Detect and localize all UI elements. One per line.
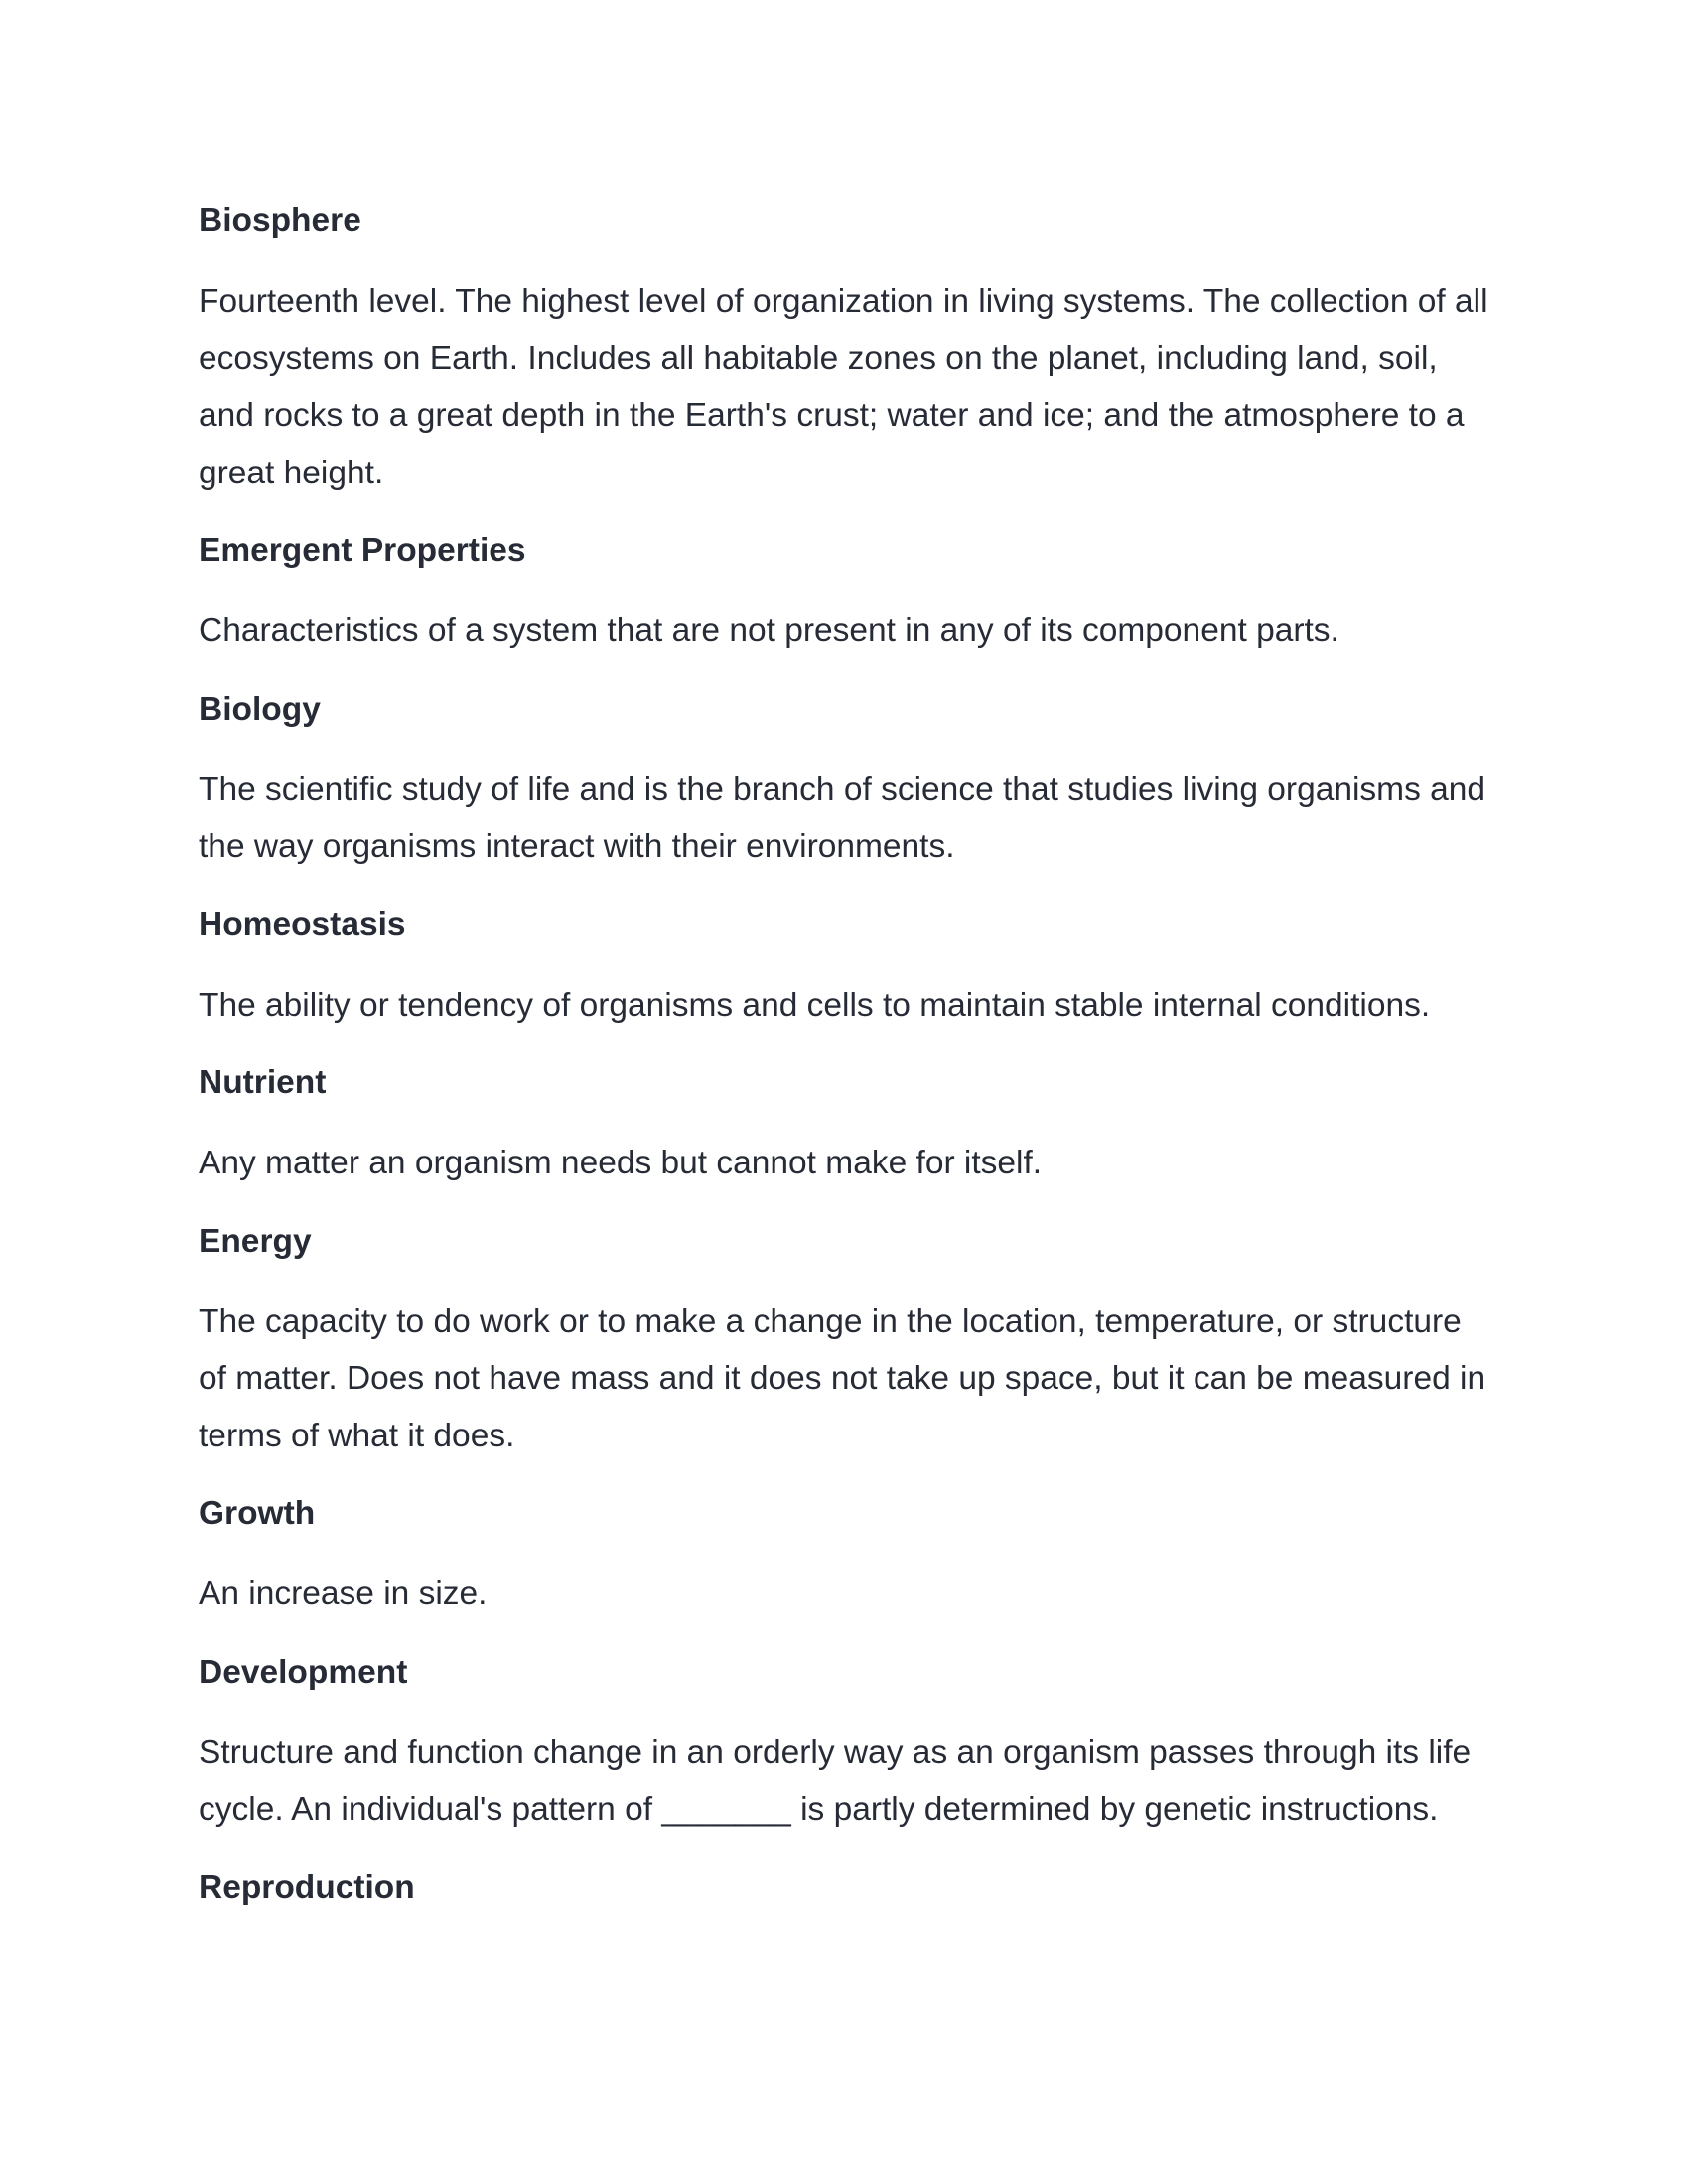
term-heading: Nutrient xyxy=(199,1064,327,1101)
term-definition xyxy=(199,1135,1489,1192)
entry-nutrient xyxy=(199,1055,1489,1192)
entry-homeostasis xyxy=(199,897,1489,1034)
term-definition xyxy=(199,1294,1489,1465)
term-definition xyxy=(199,1724,1489,1839)
term-heading: Growth xyxy=(199,1495,316,1532)
definition-line: Any matter an organism needs but cannot make for itself. xyxy=(199,1145,1043,1181)
term-definition xyxy=(199,273,1489,501)
definition-line: cycle. An individual's pattern of _______ is partly determined by genetic instructions. xyxy=(199,1791,1439,1828)
term-definition xyxy=(199,977,1489,1034)
definition-line: Fourteenth level. The highest level of organization in living systems. The collection of all xyxy=(199,283,1488,320)
definition-line: The capacity to do work or to make a change in the location, temperature, or structure xyxy=(199,1302,1462,1340)
term-heading: Biosphere xyxy=(199,203,361,239)
term-heading: Homeostasis xyxy=(199,905,406,943)
term-definition xyxy=(199,1566,1489,1623)
definition-line: Characteristics of a system that are not present in any of its component parts. xyxy=(199,613,1339,649)
entry-growth xyxy=(199,1486,1489,1623)
entry-reproduction xyxy=(199,1860,1489,1916)
definition-line: of matter. Does not have mass and it does not take up space, but it can be measured in xyxy=(199,1360,1486,1397)
definition-line: and rocks to a great depth in the Earth's crust; water and ice; and the atmosphere to a xyxy=(199,397,1465,434)
entry-development xyxy=(199,1645,1489,1839)
term-heading: Development xyxy=(199,1653,408,1691)
entry-biology xyxy=(199,682,1489,876)
term-heading: Biology xyxy=(199,690,321,728)
entry-energy xyxy=(199,1214,1489,1465)
definition-line: An increase in size. xyxy=(199,1575,488,1612)
definition-line: ecosystems on Earth. Includes all habitable zones on the planet, including land, soil, xyxy=(199,340,1438,377)
term-heading: Energy xyxy=(199,1222,312,1260)
term-definition xyxy=(199,603,1489,660)
definition-line: the way organisms interact with their environments. xyxy=(199,828,955,865)
entry-biosphere xyxy=(199,194,1489,501)
term-heading: Emergent Properties xyxy=(199,532,526,569)
document-page xyxy=(199,194,1489,1940)
term-definition xyxy=(199,761,1489,876)
entry-emergent-properties xyxy=(199,523,1489,660)
definition-line: The scientific study of life and is the branch of science that studies living organisms and xyxy=(199,770,1486,808)
definition-line: The ability or tendency of organisms and cells to maintain stable internal conditions. xyxy=(199,986,1431,1024)
definition-line: great height. xyxy=(199,454,384,491)
definition-line: Structure and function change in an orderly way as an organism passes through its life xyxy=(199,1733,1472,1771)
definition-line: terms of what it does. xyxy=(199,1417,515,1454)
term-heading: Reproduction xyxy=(199,1868,415,1906)
